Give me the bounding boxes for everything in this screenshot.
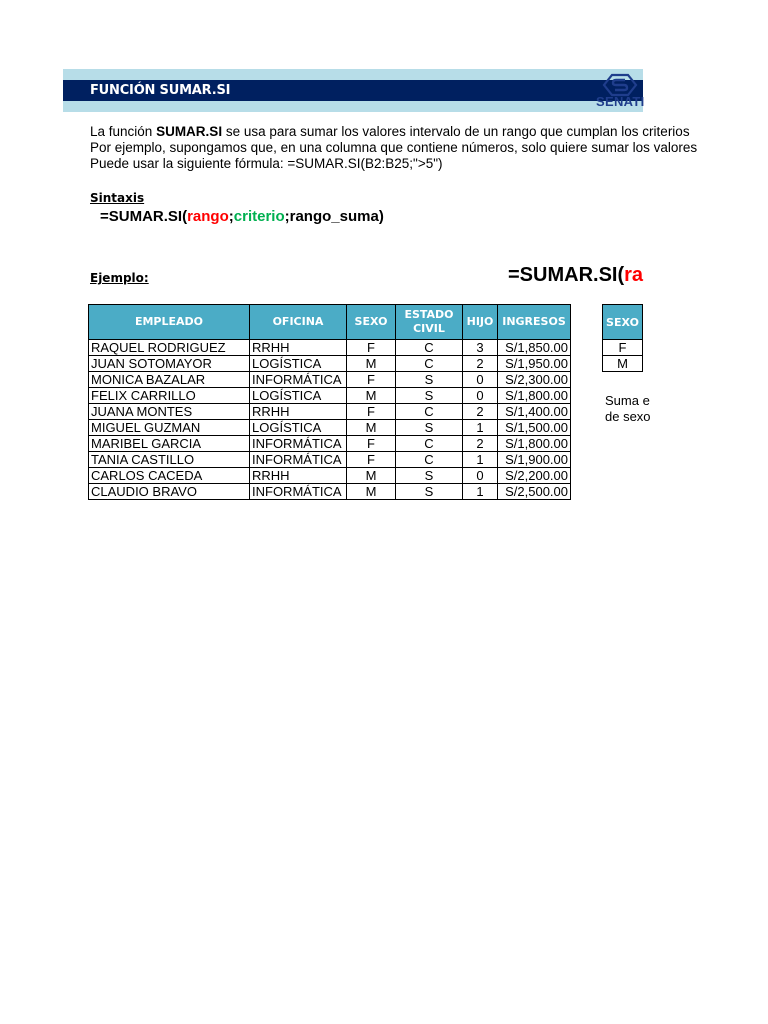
syntax-formula	[100, 208, 384, 225]
formula-separator: ;	[228, 208, 234, 225]
table-row	[89, 484, 571, 500]
cell-oficina[interactable]: LOGÍSTICA	[250, 388, 347, 404]
cell-estado-civil[interactable]: C	[396, 436, 463, 452]
cell-hijo[interactable]: 0	[463, 372, 498, 388]
cell-sexo[interactable]: M	[347, 468, 396, 484]
cell-estado-civil[interactable]: S	[396, 468, 463, 484]
cell-ingresos[interactable]: S/1,500.00	[498, 420, 571, 436]
cell-oficina[interactable]: INFORMÁTICA	[250, 452, 347, 468]
cell-hijo[interactable]: 1	[463, 484, 498, 500]
criteria-table	[602, 304, 643, 372]
cell-hijo[interactable]: 0	[463, 468, 498, 484]
cell-estado-civil[interactable]: S	[396, 484, 463, 500]
cell-estado-civil[interactable]: C	[396, 356, 463, 372]
cell-sexo[interactable]: M	[347, 420, 396, 436]
cell-empleado[interactable]: JUAN SOTOMAYOR	[89, 356, 250, 372]
cell-ingresos[interactable]: S/2,200.00	[498, 468, 571, 484]
table-row	[89, 452, 571, 468]
syntax-label: Sintaxis	[90, 191, 145, 205]
header-ingresos[interactable]: INGRESOS	[498, 305, 571, 340]
cell-empleado[interactable]: FELIX CARRILLO	[89, 388, 250, 404]
senati-logo	[596, 74, 656, 110]
cell-ingresos[interactable]: S/1,850.00	[498, 340, 571, 356]
cell-empleado[interactable]: CLAUDIO BRAVO	[89, 484, 250, 500]
cell-estado-civil[interactable]: C	[396, 404, 463, 420]
criteria-header-row	[603, 305, 643, 340]
cell-estado-civil[interactable]: S	[396, 388, 463, 404]
cell-sexo[interactable]: M	[347, 356, 396, 372]
cell-ingresos[interactable]: S/1,400.00	[498, 404, 571, 420]
intro-line-2: Por ejemplo, supongamos que, en una columna que contiene números, solo quiere sumar los valores	[90, 140, 698, 155]
cell-hijo[interactable]: 2	[463, 356, 498, 372]
criteria-cell[interactable]: F	[603, 340, 643, 356]
banner-accent-top	[63, 69, 643, 80]
side-note-line-2: de sexo	[605, 409, 651, 424]
cell-hijo[interactable]: 1	[463, 452, 498, 468]
formula-arg-rest: ;rango_suma)	[284, 208, 384, 225]
cell-oficina[interactable]: RRHH	[250, 340, 347, 356]
header-sexo[interactable]: SEXO	[347, 305, 396, 340]
cell-oficina[interactable]: INFORMÁTICA	[250, 372, 347, 388]
cell-empleado[interactable]: MIGUEL GUZMAN	[89, 420, 250, 436]
cell-hijo[interactable]: 3	[463, 340, 498, 356]
side-note-line-1: Suma e	[605, 393, 650, 408]
cell-empleado[interactable]: RAQUEL RODRIGUEZ	[89, 340, 250, 356]
senati-logo-icon	[603, 74, 637, 96]
cell-ingresos[interactable]: S/2,300.00	[498, 372, 571, 388]
table-row	[89, 436, 571, 452]
formula-arg-rango: rango	[187, 208, 229, 225]
table-row	[89, 372, 571, 388]
page-title: FUNCIÓN SUMAR.SI	[90, 83, 231, 98]
example-formula-arg: ra	[624, 264, 644, 286]
cell-estado-civil[interactable]: C	[396, 340, 463, 356]
example-label: Ejemplo:	[90, 271, 149, 285]
cell-empleado[interactable]: MONICA BAZALAR	[89, 372, 250, 388]
table-row	[89, 420, 571, 436]
cell-hijo[interactable]: 0	[463, 388, 498, 404]
header-hijo[interactable]: HIJO	[463, 305, 498, 340]
cell-sexo[interactable]: M	[347, 484, 396, 500]
example-formula	[508, 264, 643, 287]
criteria-row	[603, 356, 643, 372]
table-row	[89, 388, 571, 404]
cell-ingresos[interactable]: S/1,950.00	[498, 356, 571, 372]
cell-oficina[interactable]: INFORMÁTICA	[250, 484, 347, 500]
intro-function-name: SUMAR.SI	[156, 124, 223, 139]
cell-hijo[interactable]: 1	[463, 420, 498, 436]
example-formula-function: =SUMAR.SI(	[508, 264, 625, 286]
cell-ingresos[interactable]: S/1,800.00	[498, 436, 571, 452]
formula-function: =SUMAR.SI(	[100, 208, 188, 225]
intro-text: La función	[90, 124, 157, 139]
cell-oficina[interactable]: RRHH	[250, 468, 347, 484]
table-row	[89, 340, 571, 356]
logo-text: SENATI	[596, 94, 645, 109]
cell-oficina[interactable]: LOGÍSTICA	[250, 356, 347, 372]
cell-empleado[interactable]: TANIA CASTILLO	[89, 452, 250, 468]
table-row	[89, 468, 571, 484]
formula-arg-criterio: criterio	[233, 208, 285, 225]
cell-sexo[interactable]: F	[347, 452, 396, 468]
table-row	[89, 404, 571, 420]
cell-sexo[interactable]: F	[347, 372, 396, 388]
cell-estado-civil[interactable]: S	[396, 372, 463, 388]
criteria-cell[interactable]: M	[603, 356, 643, 372]
header-oficina[interactable]: OFICINA	[250, 305, 347, 340]
cell-hijo[interactable]: 2	[463, 436, 498, 452]
employee-table	[88, 304, 571, 500]
cell-sexo[interactable]: F	[347, 340, 396, 356]
header-empleado[interactable]: EMPLEADO	[89, 305, 250, 340]
banner-accent-bottom	[63, 101, 643, 112]
cell-estado-civil[interactable]: C	[396, 452, 463, 468]
cell-sexo[interactable]: F	[347, 404, 396, 420]
table-row	[89, 356, 571, 372]
cell-ingresos[interactable]: S/2,500.00	[498, 484, 571, 500]
cell-ingresos[interactable]: S/1,800.00	[498, 388, 571, 404]
intro-line-1	[90, 124, 690, 140]
cell-oficina[interactable]: LOGÍSTICA	[250, 420, 347, 436]
table-header-row	[89, 305, 571, 340]
cell-oficina[interactable]: INFORMÁTICA	[250, 436, 347, 452]
cell-empleado[interactable]: JUANA MONTES	[89, 404, 250, 420]
cell-estado-civil[interactable]: S	[396, 420, 463, 436]
intro-text: se usa para sumar los valores intervalo de un rango que cumplan los criterios	[222, 124, 690, 139]
criteria-header-sexo[interactable]: SEXO	[603, 305, 643, 340]
cell-hijo[interactable]: 2	[463, 404, 498, 420]
cell-empleado[interactable]: MARIBEL GARCIA	[89, 436, 250, 452]
cell-sexo[interactable]: F	[347, 436, 396, 452]
intro-line-3: Puede usar la siguiente fórmula: =SUMAR.SI(B2:B25;">5")	[90, 156, 443, 171]
cell-sexo[interactable]: M	[347, 388, 396, 404]
criteria-row	[603, 340, 643, 356]
cell-empleado[interactable]: CARLOS CACEDA	[89, 468, 250, 484]
header-estado-civil[interactable]: ESTADO CIVIL	[396, 305, 463, 340]
cell-ingresos[interactable]: S/1,900.00	[498, 452, 571, 468]
cell-oficina[interactable]: RRHH	[250, 404, 347, 420]
